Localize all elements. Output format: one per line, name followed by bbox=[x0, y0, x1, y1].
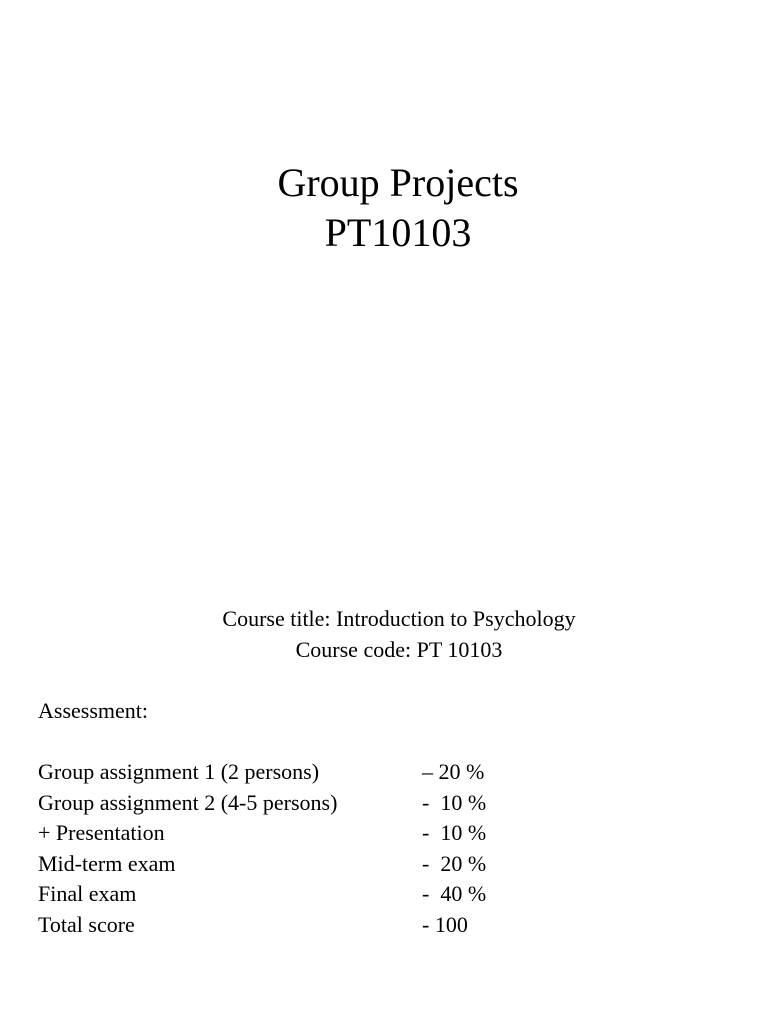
assessment-table bbox=[38, 757, 558, 941]
assessment-row bbox=[38, 879, 558, 910]
assessment-item: Mid-term exam bbox=[38, 850, 176, 876]
assessment-weight: – 20 % bbox=[422, 759, 485, 784]
assessment-item: + Presentation bbox=[38, 820, 165, 846]
slide-title bbox=[0, 158, 768, 258]
assessment-weight: - 20 % bbox=[422, 850, 487, 876]
assessment-weight: - 10 % bbox=[422, 820, 487, 846]
assessment-row bbox=[38, 910, 558, 941]
assessment-heading: Assessment: bbox=[38, 698, 148, 723]
course-info bbox=[0, 603, 768, 665]
title-line-2: PT10103 bbox=[324, 210, 472, 255]
assessment-weight: - 40 % bbox=[422, 881, 487, 907]
course-code: Course code: PT 10103 bbox=[295, 637, 503, 662]
assessment-weight: - 10 % bbox=[422, 789, 487, 815]
assessment-row bbox=[38, 757, 558, 788]
assessment-row bbox=[38, 788, 558, 819]
title-line-1: Group Projects bbox=[277, 160, 519, 205]
assessment-item: Group assignment 2 (4-5 persons) bbox=[38, 789, 338, 815]
assessment-weight: - 100 bbox=[422, 911, 468, 937]
assessment-item: Final exam bbox=[38, 881, 137, 907]
assessment-item: Total score bbox=[38, 911, 135, 937]
assessment-row bbox=[38, 849, 558, 880]
assessment-item: Group assignment 1 (2 persons) bbox=[38, 759, 320, 784]
assessment-row bbox=[38, 818, 558, 849]
course-title: Course title: Introduction to Psychology bbox=[222, 606, 576, 631]
